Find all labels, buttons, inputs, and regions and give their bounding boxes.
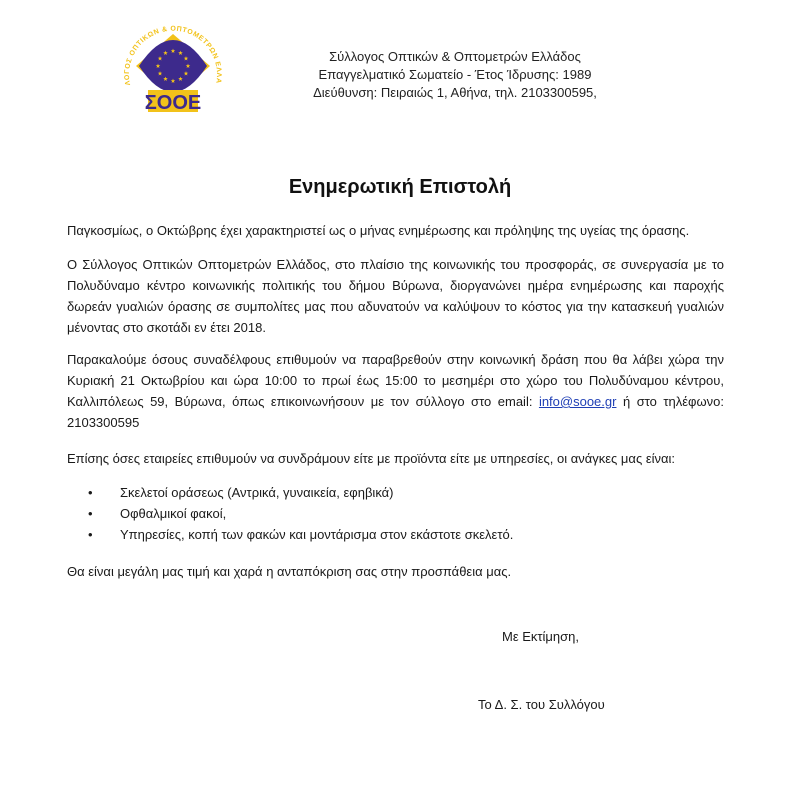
- paragraph-closing: Θα είναι μεγάλη μας τιμή και χαρά η ανταπόκριση σας στην προσπάθεια μας.: [67, 564, 512, 579]
- org-type: Επαγγελματικό Σωματείο - Έτος Ίδρυσης: 1989: [318, 67, 592, 82]
- bullet-icon: •: [88, 527, 93, 542]
- paragraph-intro: Παγκοσμίως, ο Οκτώβρης έχει χαρακτηριστεί ως ο μήνας ενημέρωσης και πρόληψης της υγείας της όρασης.: [67, 223, 690, 238]
- list-item: [88, 524, 708, 545]
- invitation-phone-text: ή στο τηλέφωνο: 2103300595: [67, 394, 724, 430]
- bullet-icon: •: [88, 485, 93, 500]
- paragraph-invitation: [67, 349, 724, 433]
- org-name: Σύλλογος Οπτικών & Οπτομετρών Ελλάδος: [329, 49, 581, 64]
- list-item-text: Οφθαλμικοί φακοί,: [120, 506, 227, 521]
- list-item: [88, 482, 708, 503]
- paragraph-event: Ο Σύλλογος Οπτικών Οπτομετρών Ελλάδος, στο πλαίσιο της κοινωνικής του προσφοράς, σε συνεργασία με το Πολυδύναμο κέντρο κοινωνικής πολιτικής του δήμου Βύρωνα, διοργανώνει ημέρα ενημέρωσης και παροχής δωρεάν γυαλιών όρασης σε συμπολίτες μας που αδυνατούν να καλύψουν το κόστος για την κατασκευή γυαλιών μένοντας στο σκοτάδι εν έτει 2018.: [67, 257, 724, 335]
- list-item: [88, 503, 708, 524]
- organization-info: [300, 48, 610, 102]
- org-address: Διεύθυνση: Πειραιώς 1, Αθήνα, τηλ. 2103300595,: [313, 85, 597, 100]
- logo-graphic: [108, 18, 238, 118]
- logo-arc-text: ΛΟΓΟΣ ΟΠΤΙΚΩΝ & ΟΠΤΟΜΕΤΡΩΝ ΕΛΛΑ: [123, 25, 223, 86]
- paragraph-needs: Επίσης όσες εταιρείες επιθυμούν να συνδράμουν είτε με προϊόντα είτε με υπηρεσίες, οι ανάγκες μας είναι:: [67, 451, 676, 466]
- signer: Το Δ. Σ. του Συλλόγου: [478, 697, 605, 712]
- list-item-text: Υπηρεσίες, κοπή των φακών και μοντάρισμα στον εκάστοτε σκελετό.: [120, 527, 514, 542]
- needs-list: [88, 482, 708, 545]
- closing-salutation: Με Εκτίμηση,: [502, 629, 580, 644]
- email-link[interactable]: info@sooe.gr: [538, 394, 617, 409]
- logo-acronym: ΣΟΟΕ: [144, 92, 202, 114]
- bullet-icon: •: [88, 506, 93, 521]
- letter-title: Ενημερωτική Επιστολή: [288, 176, 512, 198]
- invitation-text: Παρακαλούμε όσους συναδέλφους επιθυμούν να παραβρεθούν στην κοινωνική δράση που θα λάβει χώρα την Κυριακή 21 Οκτωβρίου και ώρα 10:00 το πρωί έως 15:00 το μεσημέρι στο χώρο του Πολυδύναμου κέντρου, Καλλιπόλεως 59, Βύρωνα, όπως επικοινωνήσουν με τον σύλλογο στο email:: [67, 352, 724, 409]
- sooe-logo: [108, 18, 238, 118]
- list-item-text: Σκελετοί οράσεως (Αντρικά, γυναικεία, εφηβικά): [120, 485, 394, 500]
